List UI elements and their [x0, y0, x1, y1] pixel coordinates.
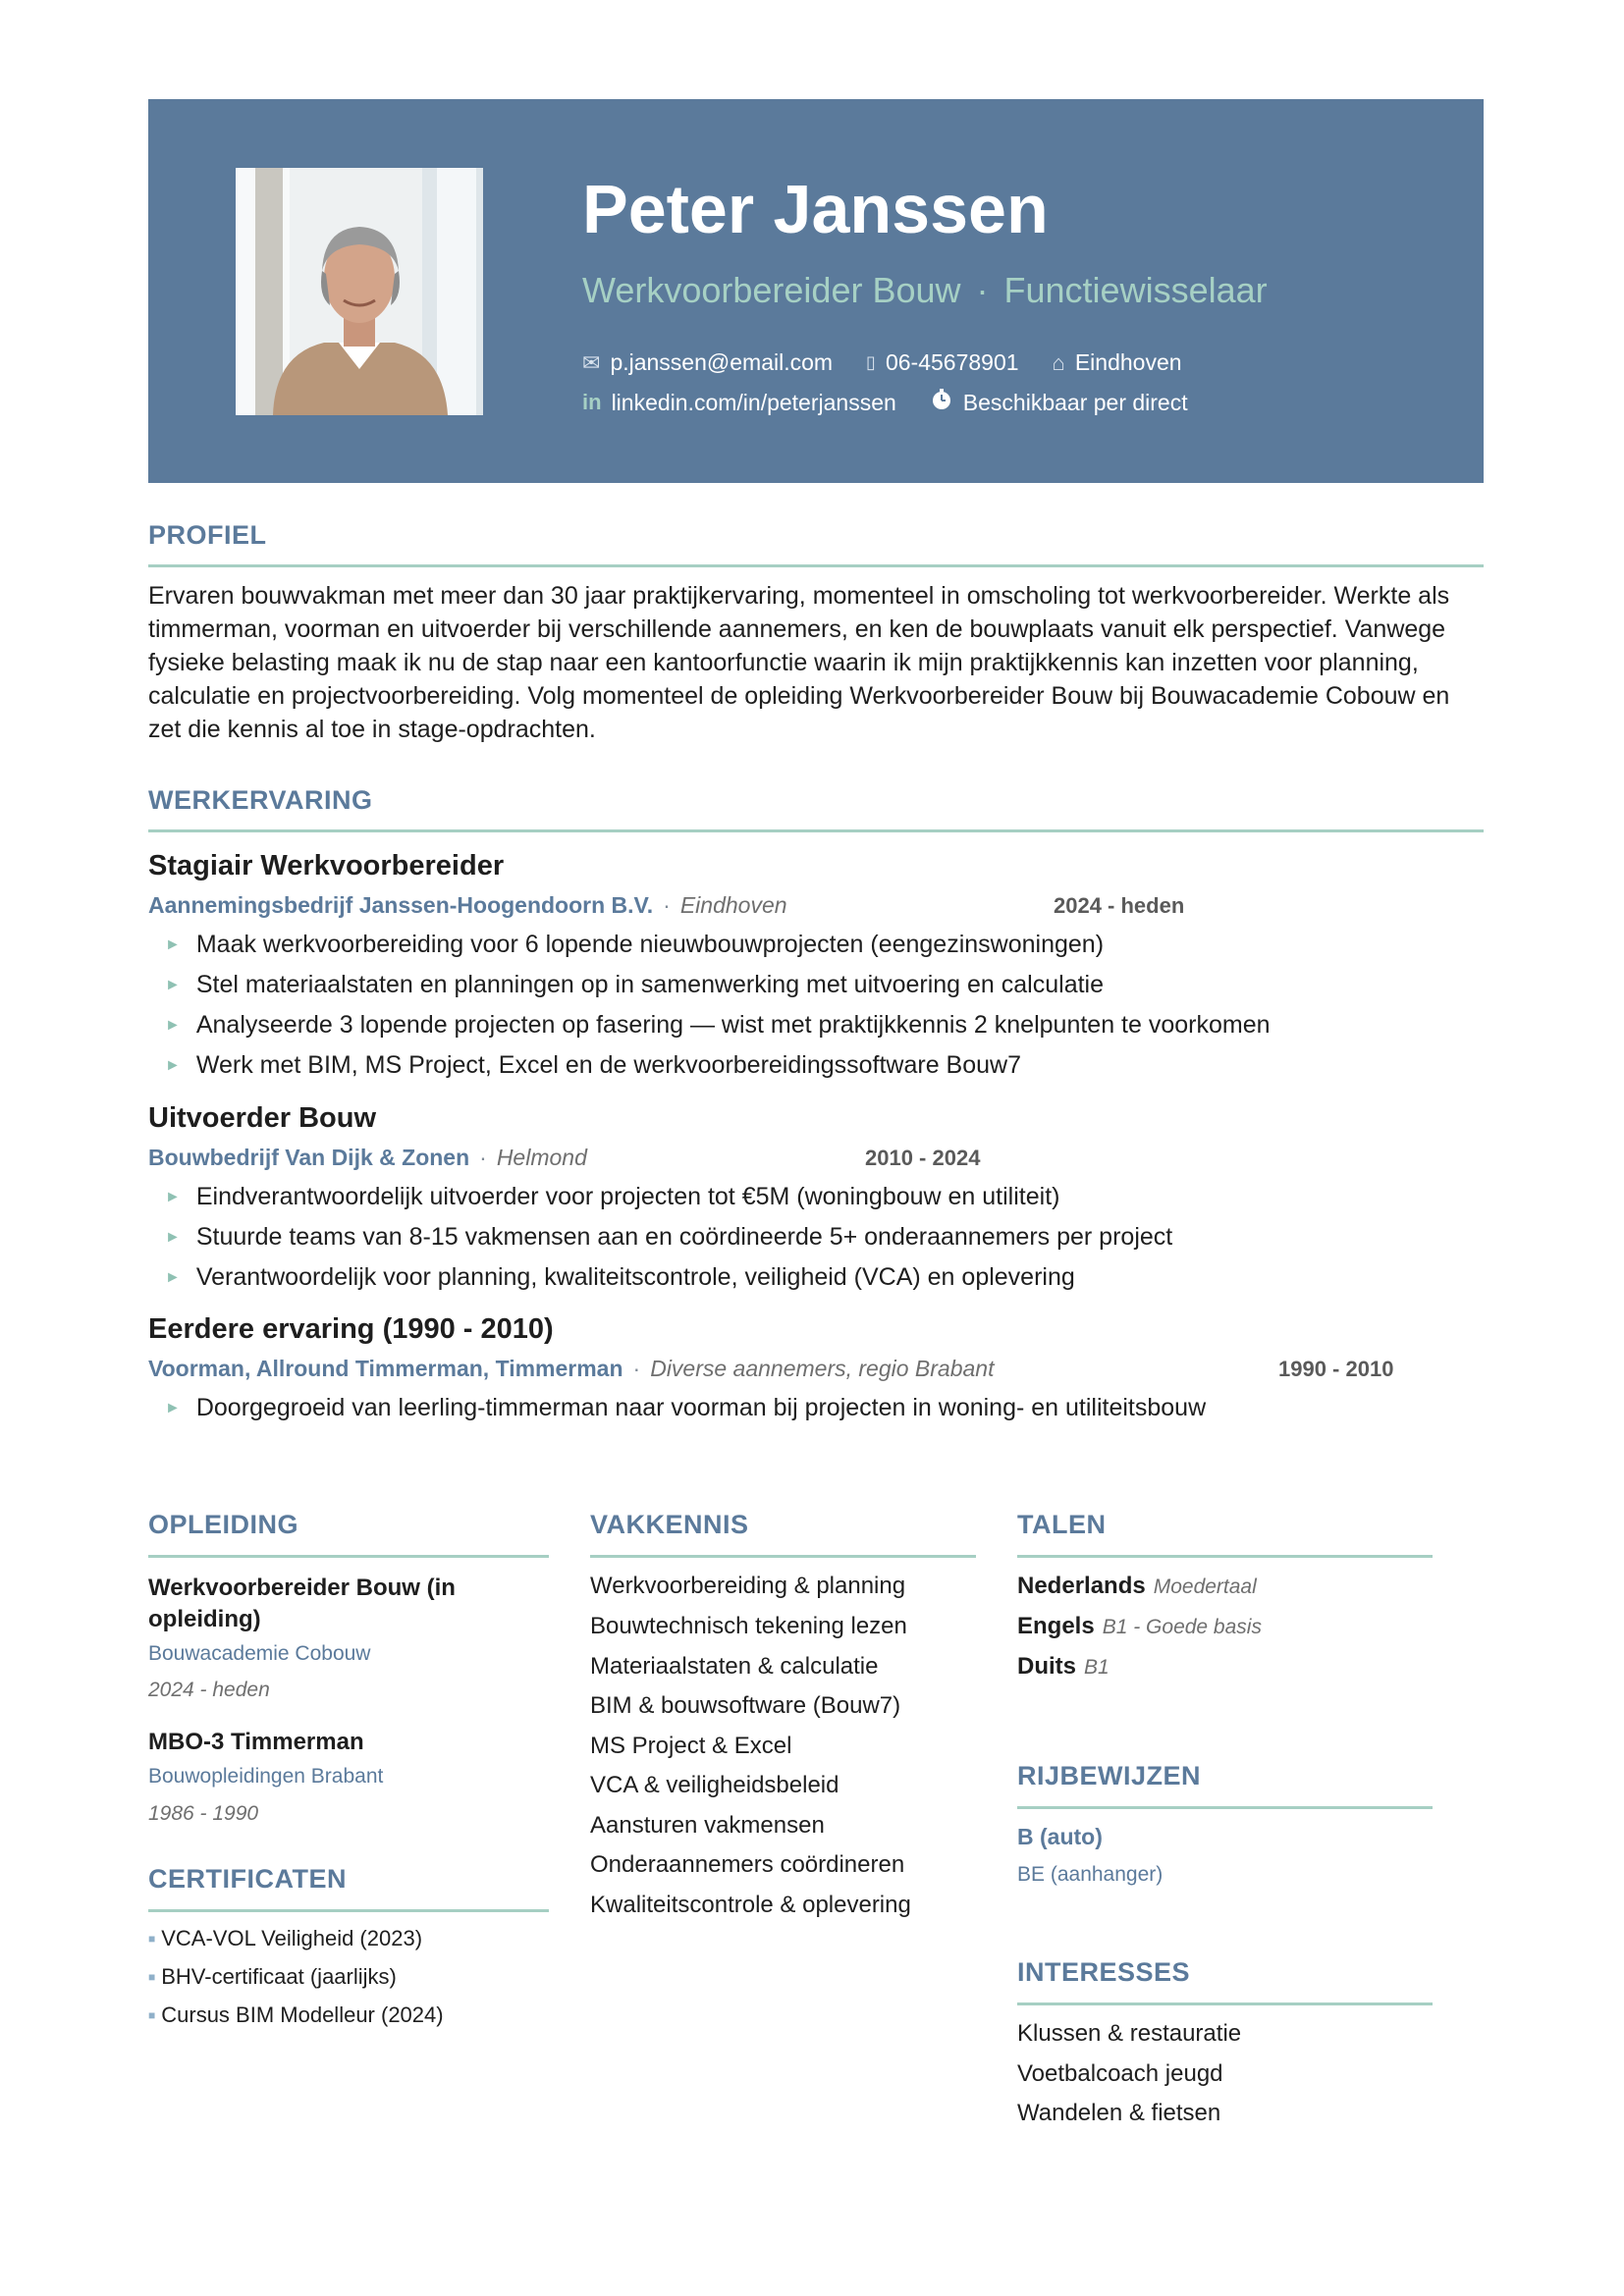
experience-divider: [148, 829, 1484, 832]
language-level: Moedertaal: [1153, 1575, 1257, 1598]
job-dates: 2024 - heden: [1054, 893, 1185, 918]
subtitle: [582, 270, 1268, 311]
linkedin-text: linkedin.com/in/peterjanssen: [611, 389, 896, 415]
job-company: Bouwbedrijf Van Dijk & Zonen: [148, 1145, 470, 1170]
education-dates: 2024 - heden: [148, 1679, 270, 1701]
triangle-bullet-icon: ►: [165, 1189, 181, 1205]
separator-dot: ·: [479, 1145, 487, 1170]
job-bullet: [165, 1263, 1075, 1292]
contact-city: [1053, 349, 1182, 376]
triangle-bullet-icon: ►: [165, 1229, 181, 1246]
triangle-bullet-icon: ►: [165, 1057, 181, 1074]
interest-item: Klussen & restauratie: [1017, 2020, 1242, 2047]
job-bullet: [165, 1394, 1206, 1422]
education-title: MBO-3 Timmerman: [148, 1729, 364, 1755]
certificate-text: BHV-certificaat (jaarlijks): [161, 1964, 397, 1989]
certificates-heading: CERTIFICATEN: [148, 1864, 347, 1894]
experience-heading: WERKERVARING: [148, 785, 373, 815]
phone-icon: ▯: [866, 352, 876, 372]
contact-phone[interactable]: [866, 349, 1018, 376]
stopwatch-icon: [930, 388, 953, 417]
license-main: B (auto): [1017, 1824, 1103, 1849]
job-meta: [148, 1145, 587, 1171]
certificate-item: [148, 2002, 444, 2028]
licenses-divider: [1017, 1806, 1433, 1809]
interest-item: Wandelen & fietsen: [1017, 2100, 1221, 2126]
job-title: Uitvoerder Bouw: [148, 1102, 377, 1134]
job-meta: [148, 892, 787, 919]
contact-availability: [930, 388, 1188, 417]
bullet-text: Eindverantwoordelijk uitvoerder voor projecten tot €5M (woningbouw en utiliteit): [195, 1183, 1060, 1210]
skills-divider: [590, 1555, 976, 1558]
interests-divider: [1017, 2002, 1433, 2005]
certificate-text: VCA-VOL Veiligheid (2023): [161, 1926, 423, 1950]
skills-heading: VAKKENNIS: [590, 1510, 749, 1539]
job-title: Stagiair Werkvoorbereider: [148, 850, 505, 881]
bullet-text: Verantwoordelijk voor planning, kwaliteitscontrole, veiligheid (VCA) en oplevering: [195, 1263, 1075, 1291]
availability-text: Beschikbaar per direct: [962, 389, 1188, 415]
certificate-item: [148, 1926, 422, 1951]
bullet-text: Doorgegroeid van leerling-timmerman naar voorman bij projecten in woning- en utiliteitsbouw: [195, 1394, 1207, 1421]
job-location: Eindhoven: [679, 892, 787, 918]
skill-item: Aansturen vakmensen: [590, 1812, 825, 1839]
contact-email[interactable]: [582, 349, 833, 376]
certificates-divider: [148, 1909, 549, 1912]
separator-dot: ·: [663, 892, 671, 918]
job-bullet: [165, 971, 1104, 999]
job-bullet: [165, 1051, 1021, 1080]
profile-heading: PROFIEL: [148, 520, 267, 550]
languages-divider: [1017, 1555, 1433, 1558]
square-bullet-icon: ■: [148, 1932, 156, 1946]
education-heading: OPLEIDING: [148, 1510, 299, 1539]
education-school: Bouwacademie Cobouw: [148, 1642, 371, 1665]
linkedin-icon: in: [582, 390, 602, 414]
triangle-bullet-icon: ►: [165, 936, 181, 953]
language-item: [1017, 1653, 1110, 1681]
separator-dot: ·: [976, 270, 989, 310]
job-dates: 1990 - 2010: [1278, 1357, 1394, 1381]
job-bullet: [165, 931, 1104, 959]
triangle-bullet-icon: ►: [165, 1400, 181, 1416]
profile-photo: [236, 168, 483, 415]
email-text: p.janssen@email.com: [610, 349, 834, 375]
language-name: Nederlands: [1017, 1573, 1146, 1599]
skill-item: Werkvoorbereiding & planning: [590, 1573, 906, 1599]
language-level: B1: [1084, 1656, 1110, 1679]
skill-item: MS Project & Excel: [590, 1733, 792, 1759]
education-divider: [148, 1555, 549, 1558]
separator-dot: ·: [632, 1356, 641, 1381]
skill-item: VCA & veiligheidsbeleid: [590, 1772, 839, 1798]
certificate-item: [148, 1964, 397, 1990]
language-item: [1017, 1573, 1257, 1600]
square-bullet-icon: ■: [148, 2008, 156, 2022]
language-item: [1017, 1613, 1262, 1640]
profile-text: Ervaren bouwvakman met meer dan 30 jaar praktijkervaring, momenteel in omscholing tot werkvoorbereider. Werkte als timmerman, voorman en uitvoerder bij verschillende aannemers, en ken de bouwplaats vanuit elk perspectief. Vanwege fysieke belasting maak ik nu de stap naar een kantoorfunctie waarin ik mijn praktijkkennis kan inzetten voor planning, calculatie en projectvoorbereiding. Volg momenteel de opleiding Werkvoorbereider Bouw bij Bouwacademie Cobouw en zet die kennis al toe in stage-opdrachten.: [148, 582, 1450, 743]
language-level: B1 - Goede basis: [1102, 1616, 1262, 1638]
licenses-heading: RIJBEWIJZEN: [1017, 1761, 1202, 1790]
bullet-text: Werk met BIM, MS Project, Excel en de werkvoorbereidingssoftware Bouw7: [195, 1051, 1021, 1079]
job-location: Helmond: [496, 1145, 587, 1170]
education-dates: 1986 - 1990: [148, 1802, 259, 1825]
profile-divider: [148, 564, 1484, 567]
job-dates: 2010 - 2024: [865, 1146, 981, 1170]
bullet-text: Maak werkvoorbereiding voor 6 lopende nieuwbouwprojecten (eengezinswoningen): [195, 931, 1105, 958]
envelope-icon: ✉: [582, 349, 601, 375]
interest-item: Voetbalcoach jeugd: [1017, 2060, 1223, 2087]
skill-item: Materiaalstaten & calculatie: [590, 1653, 879, 1680]
skill-item: BIM & bouwsoftware (Bouw7): [590, 1692, 901, 1719]
job-bullet: [165, 1183, 1059, 1211]
job-location: Diverse aannemers, regio Brabant: [650, 1356, 995, 1381]
job-company: Aannemingsbedrijf Janssen-Hoogendoorn B.V.: [148, 892, 654, 918]
license-sub: BE (aanhanger): [1017, 1863, 1164, 1886]
square-bullet-icon: ■: [148, 1970, 156, 1984]
skill-item: Kwaliteitscontrole & oplevering: [590, 1892, 911, 1918]
contact-row-2: [582, 388, 1221, 417]
bullet-text: Stel materiaalstaten en planningen op in samenwerking met uitvoering en calculatie: [195, 971, 1105, 998]
job-bullet: [165, 1223, 1172, 1252]
person-name: Peter Janssen: [582, 171, 1049, 247]
city-text: Eindhoven: [1074, 349, 1182, 375]
contact-row-1: [582, 349, 1216, 376]
skill-item: Bouwtechnisch tekening lezen: [590, 1613, 907, 1639]
header-banner: [148, 99, 1484, 483]
job-role-secondary: Functiewisselaar: [1003, 270, 1268, 310]
language-name: Engels: [1017, 1613, 1095, 1639]
triangle-bullet-icon: ►: [165, 1269, 181, 1286]
home-icon: ⌂: [1052, 349, 1065, 375]
education-title: Werkvoorbereider Bouw (in opleiding): [148, 1575, 456, 1632]
triangle-bullet-icon: ►: [165, 1017, 181, 1034]
job-company: Voorman, Allround Timmerman, Timmerman: [148, 1356, 623, 1381]
job-role: Werkvoorbereider Bouw: [582, 270, 961, 310]
triangle-bullet-icon: ►: [165, 977, 181, 993]
job-title: Eerdere ervaring (1990 - 2010): [148, 1313, 554, 1345]
bullet-text: Stuurde teams van 8-15 vakmensen aan en coördineerde 5+ onderaannemers per project: [195, 1223, 1173, 1251]
languages-heading: TALEN: [1017, 1510, 1107, 1539]
language-name: Duits: [1017, 1653, 1076, 1680]
certificate-text: Cursus BIM Modelleur (2024): [161, 2002, 444, 2027]
skill-item: Onderaannemers coördineren: [590, 1851, 905, 1878]
education-school: Bouwopleidingen Brabant: [148, 1765, 384, 1788]
job-meta: [148, 1356, 995, 1382]
job-bullet: [165, 1011, 1271, 1040]
phone-text: 06-45678901: [885, 349, 1019, 375]
interests-heading: INTERESSES: [1017, 1957, 1191, 1987]
contact-linkedin[interactable]: [582, 390, 896, 416]
bullet-text: Analyseerde 3 lopende projecten op fasering — wist met praktijkkennis 2 knelpunten te voorkomen: [195, 1011, 1271, 1039]
